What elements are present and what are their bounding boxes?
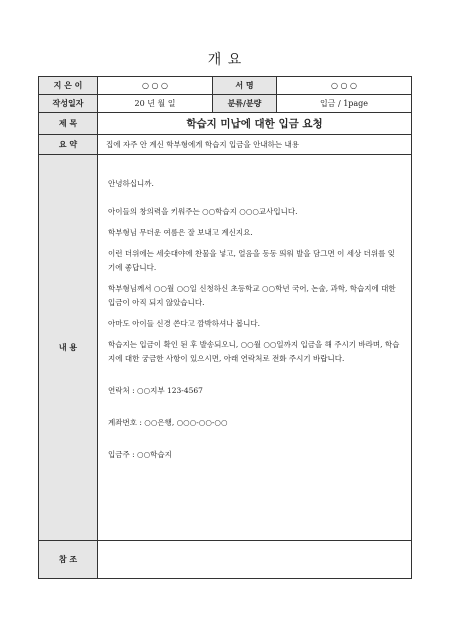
author-row — [39, 77, 412, 95]
summary-value: 집에 자주 안 계신 학부형에게 학습지 입금을 안내하는 내용 — [98, 135, 412, 155]
signature-value: ○ ○ ○ — [277, 77, 412, 95]
content-label: 내 용 — [39, 155, 98, 541]
contact-text: 연락처 : ○○지부 123-4567 — [108, 386, 203, 395]
reference-label: 참 조 — [39, 541, 98, 579]
depositor-text: 입금주 : ○○학습지 — [108, 450, 172, 459]
paragraph-2: 이런 더위에는 세숫대야에 찬물을 넣고, 얼음을 동동 띄워 발을 담그면 이 세상 더위를 잊기에 좋답니다. — [108, 249, 395, 272]
account-text: 계좌번호 : ○○은행, ○○○-○○-○○ — [108, 418, 228, 427]
category-label: 분류/분량 — [213, 95, 277, 113]
author-label: 지 은 이 — [39, 77, 98, 95]
signature-label: 서 명 — [213, 77, 277, 95]
document-table — [38, 76, 412, 579]
paragraph-5: 학습지는 입금이 확인 된 후 발송되오니, ○○월 ○○일까지 입금을 해 주시기 바라며, 학습지에 대한 궁금한 사항이 있으시면, 아래 연락처로 전화 주시기 바랍니다. — [108, 340, 400, 363]
author-value: ○ ○ ○ — [98, 77, 213, 95]
date-value: 20 년 월 일 — [98, 95, 213, 113]
date-row — [39, 95, 412, 113]
summary-label: 요 약 — [39, 135, 98, 155]
reference-value — [98, 541, 412, 579]
paragraph-1: 학부형님 무더운 여름은 잘 보내고 계신지요. — [108, 228, 253, 237]
subject-label: 제 목 — [39, 113, 98, 135]
document-title: 개 요 — [207, 52, 243, 68]
content-row — [39, 155, 412, 541]
date-label: 작성일자 — [39, 95, 98, 113]
paragraph-4: 아마도 아이들 신경 쓴다고 깜박하셔나 봅니다. — [108, 319, 260, 328]
intro-text: 아이들의 창의력을 키워주는 ○○학습지 ○○○교사입니다. — [108, 207, 298, 216]
category-value: 입금 / 1page — [277, 95, 412, 113]
content-body — [98, 155, 412, 541]
summary-row — [39, 135, 412, 155]
subject-value: 학습지 미납에 대한 입금 요청 — [98, 113, 412, 135]
paragraph-3: 학부형님께서 ○○월 ○○일 신청하신 초등학교 ○○학년 국어, 논술, 과학, 학습지에 대한 입금이 아직 되지 않았습니다. — [108, 284, 396, 307]
subject-row — [39, 113, 412, 135]
reference-row — [39, 541, 412, 579]
greeting-text: 안녕하십니까. — [108, 179, 154, 188]
